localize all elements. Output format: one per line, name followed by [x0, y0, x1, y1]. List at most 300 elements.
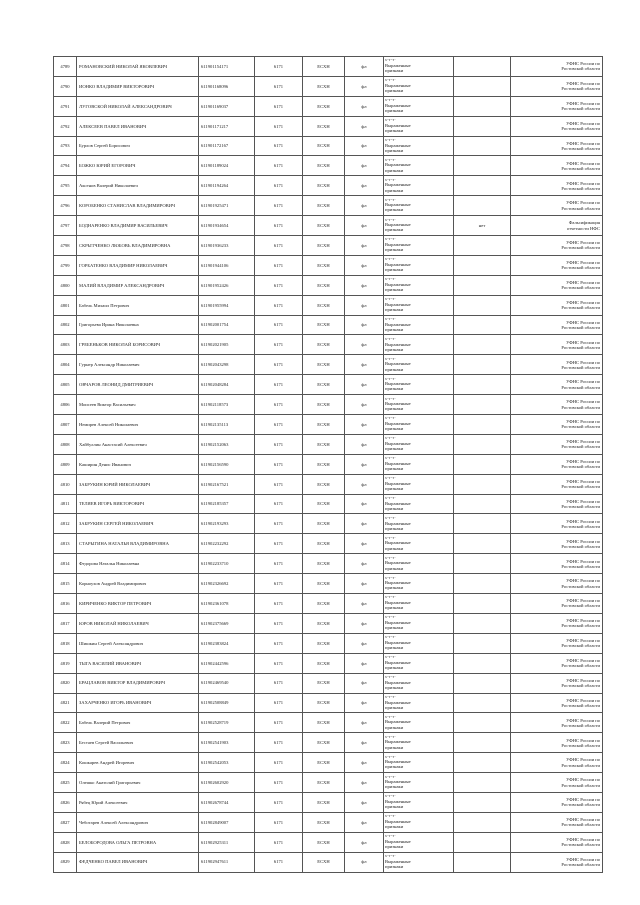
tax-regime-cell: ЕСХН	[303, 395, 345, 415]
person-type-cell: фл	[345, 494, 384, 514]
authority-text: Ростовской области	[561, 285, 600, 291]
row-number-cell: 4809	[54, 454, 77, 474]
table-row	[54, 852, 603, 872]
authority-text: Фальсификация	[568, 220, 600, 226]
tax-office-code-cell: 6171	[255, 832, 303, 852]
risk-signs-text: Выраженные	[385, 619, 411, 625]
table-row	[54, 96, 603, 116]
authority-text: УФНС России по	[566, 280, 600, 286]
row-number-cell: 4822	[54, 713, 77, 733]
taxpayer-id-cell: 611901172167	[199, 136, 255, 156]
authority-text: УФНС России по	[566, 598, 600, 604]
authority-cell	[511, 633, 603, 653]
tax-regime-cell: ЕСХН	[303, 375, 345, 395]
authority-cell	[511, 792, 603, 812]
taxpayer-name-cell: ФЕДЧЕНКО ПАВЕЛ ИВАНОВИЧ	[77, 852, 199, 872]
taxpayer-id-cell: 611902849007	[199, 812, 255, 832]
authority-text: УФНС России по	[566, 737, 600, 743]
person-type-cell: фл	[345, 574, 384, 594]
registry-table-body	[54, 57, 603, 873]
risk-signs-cell	[384, 216, 454, 236]
extra-flag-cell	[454, 156, 511, 176]
tax-regime-cell: ЕСХН	[303, 494, 345, 514]
table-row	[54, 136, 603, 156]
authority-cell	[511, 713, 603, 733]
risk-signs-text: Выраженные	[385, 63, 411, 69]
risk-signs-text: признаки	[385, 446, 404, 452]
authority-text: Ростовской области	[561, 484, 600, 490]
table-row	[54, 792, 603, 812]
taxpayer-id-cell: 611902442596	[199, 653, 255, 673]
tax-office-code-cell: 6171	[255, 57, 303, 77]
authority-cell	[511, 653, 603, 673]
taxpayer-name-cell: Немирев Алексей Николаевич	[77, 415, 199, 435]
risk-signs-marker: х-т-т-	[385, 694, 396, 699]
taxpayer-id-cell: 611902602920	[199, 773, 255, 793]
row-number-cell: 4814	[54, 554, 77, 574]
tax-office-code-cell: 6171	[255, 613, 303, 633]
tax-regime-cell: ЕСХН	[303, 574, 345, 594]
extra-flag-cell	[454, 613, 511, 633]
row-number-cell: 4796	[54, 196, 77, 216]
tax-regime-cell: ЕСХН	[303, 773, 345, 793]
authority-text: УФНС России по	[566, 319, 600, 325]
tax-office-code-cell: 6171	[255, 773, 303, 793]
taxpayer-id-cell: 611901936233	[199, 236, 255, 256]
tax-regime-cell: ЕСХН	[303, 832, 345, 852]
authority-text: УФНС России по	[566, 618, 600, 624]
authority-text: Ростовской области	[561, 384, 600, 390]
authority-text: Ростовской области	[561, 325, 600, 331]
risk-signs-cell	[384, 792, 454, 812]
extra-flag-cell	[454, 255, 511, 275]
tax-office-code-cell: 6171	[255, 534, 303, 554]
person-type-cell: фл	[345, 335, 384, 355]
risk-signs-text: признаки	[385, 625, 404, 631]
taxpayer-id-cell: 611902361078	[199, 594, 255, 614]
extra-flag-cell	[454, 494, 511, 514]
risk-signs-cell	[384, 613, 454, 633]
tax-office-code-cell: 6171	[255, 176, 303, 196]
authority-text: УФНС России по	[566, 856, 600, 862]
row-number-cell: 4829	[54, 852, 77, 872]
risk-signs-text: Выраженные	[385, 301, 411, 307]
taxpayer-name-cell: Шишкин Сергей Александрович	[77, 633, 199, 653]
authority-text: Ростовской области	[561, 563, 600, 569]
authority-cell	[511, 693, 603, 713]
risk-signs-text: признаки	[385, 505, 404, 511]
risk-signs-cell	[384, 514, 454, 534]
authority-cell	[511, 76, 603, 96]
tax-office-code-cell: 6171	[255, 216, 303, 236]
taxpayer-name-cell: ЗАБРУКИН ЮРИЙ НИКОЛАЕВИЧ	[77, 474, 199, 494]
taxpayer-name-cell: Бабель Валерий Петрович	[77, 713, 199, 733]
row-number-cell: 4819	[54, 653, 77, 673]
person-type-cell: фл	[345, 76, 384, 96]
person-type-cell: фл	[345, 255, 384, 275]
taxpayer-name-cell: Олешко Анатолий Григорьевич	[77, 773, 199, 793]
risk-signs-text: признаки	[385, 843, 404, 849]
risk-signs-text: признаки	[385, 386, 404, 392]
tax-office-code-cell: 6171	[255, 454, 303, 474]
tax-office-code-cell: 6171	[255, 275, 303, 295]
row-number-cell: 4816	[54, 594, 77, 614]
risk-signs-cell	[384, 375, 454, 395]
tax-regime-cell: ЕСХН	[303, 176, 345, 196]
table-row	[54, 713, 603, 733]
authority-text: Ростовской области	[561, 344, 600, 350]
risk-signs-cell	[384, 116, 454, 136]
tax-regime-cell: ЕСХН	[303, 812, 345, 832]
authority-text: УФНС России по	[566, 836, 600, 842]
risk-signs-text: Выраженные	[385, 838, 411, 844]
tax-office-code-cell: 6171	[255, 474, 303, 494]
authority-text: Ростовской области	[561, 782, 600, 788]
risk-signs-cell	[384, 733, 454, 753]
row-number-cell: 4789	[54, 57, 77, 77]
tax-office-code-cell: 6171	[255, 76, 303, 96]
authority-cell	[511, 156, 603, 176]
tax-office-code-cell: 6171	[255, 395, 303, 415]
row-number-cell: 4828	[54, 832, 77, 852]
person-type-cell: фл	[345, 673, 384, 693]
risk-signs-text: признаки	[385, 366, 404, 372]
risk-signs-text: признаки	[385, 724, 404, 730]
row-number-cell: 4799	[54, 255, 77, 275]
risk-signs-marker: х-т-т-	[385, 774, 396, 779]
taxpayer-name-cell: ЗАБРУКИН СЕРГЕЙ НИКОЛАЕВИЧ	[77, 514, 199, 534]
taxpayer-name-cell: Кошкарев Андрей Игоревич	[77, 753, 199, 773]
tax-regime-cell: ЕСХН	[303, 315, 345, 335]
risk-signs-text: Выраженные	[385, 540, 411, 546]
risk-signs-marker: х-т-т-	[385, 575, 396, 580]
authority-cell	[511, 196, 603, 216]
person-type-cell: фл	[345, 832, 384, 852]
risk-signs-text: признаки	[385, 346, 404, 352]
extra-flag-cell	[454, 693, 511, 713]
tax-office-code-cell: 6171	[255, 753, 303, 773]
taxpayer-id-cell: 611902156590	[199, 454, 255, 474]
person-type-cell: фл	[345, 852, 384, 872]
authority-text: Ростовской области	[561, 305, 600, 311]
taxpayer-id-cell: 611902021905	[199, 335, 255, 355]
tax-regime-cell: ЕСХН	[303, 514, 345, 534]
taxpayer-name-cell: Гурнер Александр Николаевич	[77, 355, 199, 375]
authority-text: УФНС России по	[566, 101, 600, 107]
table-row	[54, 415, 603, 435]
table-row	[54, 57, 603, 77]
authority-text: УФНС России по	[566, 459, 600, 465]
risk-signs-text: Выраженные	[385, 440, 411, 446]
risk-signs-text: Выраженные	[385, 639, 411, 645]
risk-signs-marker: х-т-т-	[385, 277, 396, 282]
risk-signs-text: Выраженные	[385, 679, 411, 685]
person-type-cell: фл	[345, 275, 384, 295]
authority-cell	[511, 852, 603, 872]
extra-flag-cell	[454, 136, 511, 156]
extra-flag-cell	[454, 514, 511, 534]
risk-signs-text: Выраженные	[385, 600, 411, 606]
table-row	[54, 355, 603, 375]
authority-text: Ростовской области	[561, 842, 600, 848]
extra-flag-cell	[454, 434, 511, 454]
risk-signs-marker: х-т-т-	[385, 814, 396, 819]
row-number-cell: 4824	[54, 753, 77, 773]
risk-signs-text: Выраженные	[385, 202, 411, 208]
risk-signs-marker: х-т-т-	[385, 217, 396, 222]
risk-signs-marker: х-т-т-	[385, 555, 396, 560]
authority-text: Ростовской области	[561, 165, 600, 171]
extra-flag-cell	[454, 574, 511, 594]
authority-text: УФНС России по	[566, 518, 600, 524]
risk-signs-marker: х-т-т-	[385, 595, 396, 600]
tax-office-code-cell: 6171	[255, 812, 303, 832]
risk-signs-cell	[384, 753, 454, 773]
extra-flag-cell	[454, 852, 511, 872]
risk-signs-cell	[384, 295, 454, 315]
row-number-cell: 4791	[54, 96, 77, 116]
risk-signs-text: признаки	[385, 247, 404, 253]
row-number-cell: 4823	[54, 733, 77, 753]
authority-cell	[511, 275, 603, 295]
row-number-cell: 4800	[54, 275, 77, 295]
taxpayer-id-cell: 611902135113	[199, 415, 255, 435]
authority-text: УФНС России по	[566, 638, 600, 644]
tax-office-code-cell: 6171	[255, 335, 303, 355]
risk-signs-cell	[384, 255, 454, 275]
risk-signs-text: Выраженные	[385, 719, 411, 725]
risk-signs-marker: х-т-т-	[385, 396, 396, 401]
person-type-cell: фл	[345, 196, 384, 216]
taxpayer-name-cell: Чеботарев Алексей Александрович	[77, 812, 199, 832]
authority-text: УФНС России по	[566, 359, 600, 365]
risk-signs-cell	[384, 474, 454, 494]
risk-signs-marker: х-т-т-	[385, 237, 396, 242]
table-row	[54, 653, 603, 673]
table-row	[54, 434, 603, 454]
risk-signs-text: признаки	[385, 863, 404, 869]
row-number-cell: 4797	[54, 216, 77, 236]
risk-signs-cell	[384, 434, 454, 454]
extra-flag-cell	[454, 633, 511, 653]
risk-signs-cell	[384, 534, 454, 554]
authority-text: Ростовской области	[561, 126, 600, 132]
tax-office-code-cell: 6171	[255, 136, 303, 156]
extra-flag-cell	[454, 792, 511, 812]
authority-cell	[511, 355, 603, 375]
tax-office-code-cell: 6171	[255, 494, 303, 514]
row-number-cell: 4801	[54, 295, 77, 315]
extra-flag-cell	[454, 96, 511, 116]
person-type-cell: фл	[345, 713, 384, 733]
authority-cell	[511, 375, 603, 395]
tax-regime-cell: ЕСХН	[303, 57, 345, 77]
taxpayer-id-cell: 611902185357	[199, 494, 255, 514]
authority-text: Ростовской области	[561, 762, 600, 768]
taxpayer-id-cell: 611902383824	[199, 633, 255, 653]
tax-regime-cell: ЕСХН	[303, 534, 345, 554]
taxpayer-id-cell: 611902678744	[199, 792, 255, 812]
extra-flag-cell	[454, 534, 511, 554]
risk-signs-text: признаки	[385, 326, 404, 332]
risk-signs-marker: х-т-т-	[385, 157, 396, 162]
risk-signs-cell	[384, 176, 454, 196]
risk-signs-cell	[384, 713, 454, 733]
risk-signs-marker: х-т-т-	[385, 714, 396, 719]
row-number-cell: 4805	[54, 375, 77, 395]
risk-signs-marker: х-т-т-	[385, 635, 396, 640]
risk-signs-marker: х-т-т-	[385, 754, 396, 759]
risk-signs-marker: х-т-т-	[385, 854, 396, 859]
tax-office-code-cell: 6171	[255, 713, 303, 733]
risk-signs-marker: х-т-т-	[385, 416, 396, 421]
taxpayer-name-cell: БЕЛОБОРОДОВА ОЛЬГА ПЕТРОВНА	[77, 832, 199, 852]
table-row	[54, 494, 603, 514]
extra-flag-cell	[454, 57, 511, 77]
table-row	[54, 315, 603, 335]
risk-signs-cell	[384, 693, 454, 713]
authority-text: Ростовской области	[561, 464, 600, 470]
taxpayer-name-cell: ГРЕБЕНЬКОВ НИКОЛАЙ БОРИСОВИЧ	[77, 335, 199, 355]
tax-office-code-cell: 6171	[255, 554, 303, 574]
authority-cell	[511, 255, 603, 275]
authority-text: УФНС России по	[566, 498, 600, 504]
risk-signs-text: признаки	[385, 764, 404, 770]
authority-text: Ростовской области	[561, 583, 600, 589]
authority-cell	[511, 216, 603, 236]
tax-regime-cell: ЕСХН	[303, 733, 345, 753]
risk-signs-text: Выраженные	[385, 421, 411, 427]
extra-flag-cell	[454, 295, 511, 315]
row-number-cell: 4813	[54, 534, 77, 554]
tax-office-code-cell: 6171	[255, 415, 303, 435]
tax-office-code-cell: 6171	[255, 693, 303, 713]
taxpayer-name-cell: БОЖКО ЮРИЙ ЕГОРОВИЧ	[77, 156, 199, 176]
taxpayer-id-cell: 611902925311	[199, 832, 255, 852]
authority-text: Ростовской области	[561, 722, 600, 728]
table-row	[54, 196, 603, 216]
risk-signs-text: признаки	[385, 68, 404, 74]
person-type-cell: фл	[345, 613, 384, 633]
person-type-cell: фл	[345, 216, 384, 236]
tax-office-code-cell: 6171	[255, 196, 303, 216]
risk-signs-text: Выраженные	[385, 460, 411, 466]
risk-signs-marker: х-т-т-	[385, 655, 396, 660]
taxpayer-name-cell: ОВЧАРОВ ЛЕОНИД ДМИТРИЕВИЧ	[77, 375, 199, 395]
taxpayer-name-cell: Каширин Денис Иванович	[77, 454, 199, 474]
risk-signs-marker: х-т-т-	[385, 476, 396, 481]
person-type-cell: фл	[345, 315, 384, 335]
risk-signs-cell	[384, 236, 454, 256]
risk-signs-cell	[384, 773, 454, 793]
risk-signs-text: признаки	[385, 824, 404, 830]
authority-cell	[511, 96, 603, 116]
taxpayer-id-cell: 611902528719	[199, 713, 255, 733]
extra-flag-cell	[454, 653, 511, 673]
extra-flag-cell	[454, 116, 511, 136]
taxpayer-name-cell: Корноухов Андрей Владимирович	[77, 574, 199, 594]
risk-signs-text: Выраженные	[385, 858, 411, 864]
tax-regime-cell: ЕСХН	[303, 454, 345, 474]
person-type-cell: фл	[345, 434, 384, 454]
authority-text: УФНС России по	[566, 478, 600, 484]
authority-text: Ростовской области	[561, 146, 600, 151]
authority-cell	[511, 136, 603, 156]
taxpayer-name-cell: КИРИЧЕНКО ВИКТОР ПЕТРОВИЧ	[77, 594, 199, 614]
authority-text: Ростовской области	[561, 424, 600, 430]
tax-regime-cell: ЕСХН	[303, 295, 345, 315]
risk-signs-text: признаки	[385, 784, 404, 790]
authority-text: Ростовской области	[561, 623, 600, 629]
risk-signs-cell	[384, 832, 454, 852]
authority-text: Ростовской области	[561, 862, 600, 868]
risk-signs-text: признаки	[385, 585, 404, 591]
extra-flag-cell	[454, 753, 511, 773]
person-type-cell: фл	[345, 176, 384, 196]
taxpayer-name-cell: ИОНКО ВЛАДИМИР ВИКТОРОВИЧ	[77, 76, 199, 96]
row-number-cell: 4808	[54, 434, 77, 454]
row-number-cell: 4795	[54, 176, 77, 196]
risk-signs-cell	[384, 852, 454, 872]
risk-signs-marker: х-т-т-	[385, 356, 396, 361]
taxpayer-id-cell: 611901171217	[199, 116, 255, 136]
authority-text: УФНС России по	[566, 299, 600, 305]
person-type-cell: фл	[345, 514, 384, 534]
row-number-cell: 4827	[54, 812, 77, 832]
authority-text: УФНС России по	[566, 717, 600, 723]
authority-text: Ростовской области	[561, 603, 600, 609]
taxpayer-name-cell: ЗАХАРЧЕНКО ИГОРЬ ИВАНОВИЧ	[77, 693, 199, 713]
person-type-cell: фл	[345, 236, 384, 256]
authority-text: УФНС России по	[566, 140, 600, 146]
risk-signs-cell	[384, 275, 454, 295]
taxpayer-id-cell: 611902947611	[199, 852, 255, 872]
tax-regime-cell: ЕСХН	[303, 753, 345, 773]
taxpayer-id-cell: 611901154171	[199, 57, 255, 77]
tax-regime-cell: ЕСХН	[303, 76, 345, 96]
tax-office-code-cell: 6171	[255, 792, 303, 812]
risk-signs-marker: х-т-т-	[385, 138, 396, 142]
authority-cell	[511, 613, 603, 633]
risk-signs-text: Выраженные	[385, 659, 411, 665]
taxpayer-name-cell: БРАЦЛАВОВ ВИКТОР ВЛАДИМИРОВИЧ	[77, 673, 199, 693]
table-row	[54, 76, 603, 96]
authority-text: Ростовской области	[561, 504, 600, 510]
authority-text: УФНС России по	[566, 200, 600, 206]
taxpayer-id-cell: 611902167521	[199, 474, 255, 494]
authority-cell	[511, 236, 603, 256]
risk-signs-cell	[384, 156, 454, 176]
table-row	[54, 773, 603, 793]
risk-signs-text: Выраженные	[385, 261, 411, 267]
risk-signs-text: признаки	[385, 645, 404, 651]
authority-cell	[511, 434, 603, 454]
authority-text: УФНС России по	[566, 240, 600, 246]
authority-cell	[511, 832, 603, 852]
authority-text: Ростовской области	[561, 444, 600, 450]
risk-signs-text: признаки	[385, 187, 404, 193]
person-type-cell: фл	[345, 733, 384, 753]
tax-office-code-cell: 6171	[255, 156, 303, 176]
row-number-cell: 4818	[54, 633, 77, 653]
risk-signs-text: признаки	[385, 127, 404, 133]
tax-regime-cell: ЕСХН	[303, 713, 345, 733]
taxpayer-name-cell: ТЕЛЯЕВ ИГОРЬ ВИКТОРОВИЧ	[77, 494, 199, 514]
authority-cell	[511, 295, 603, 315]
risk-signs-marker: х-т-т-	[385, 197, 396, 202]
tax-regime-cell: ЕСХН	[303, 434, 345, 454]
risk-signs-text: Выраженные	[385, 381, 411, 387]
